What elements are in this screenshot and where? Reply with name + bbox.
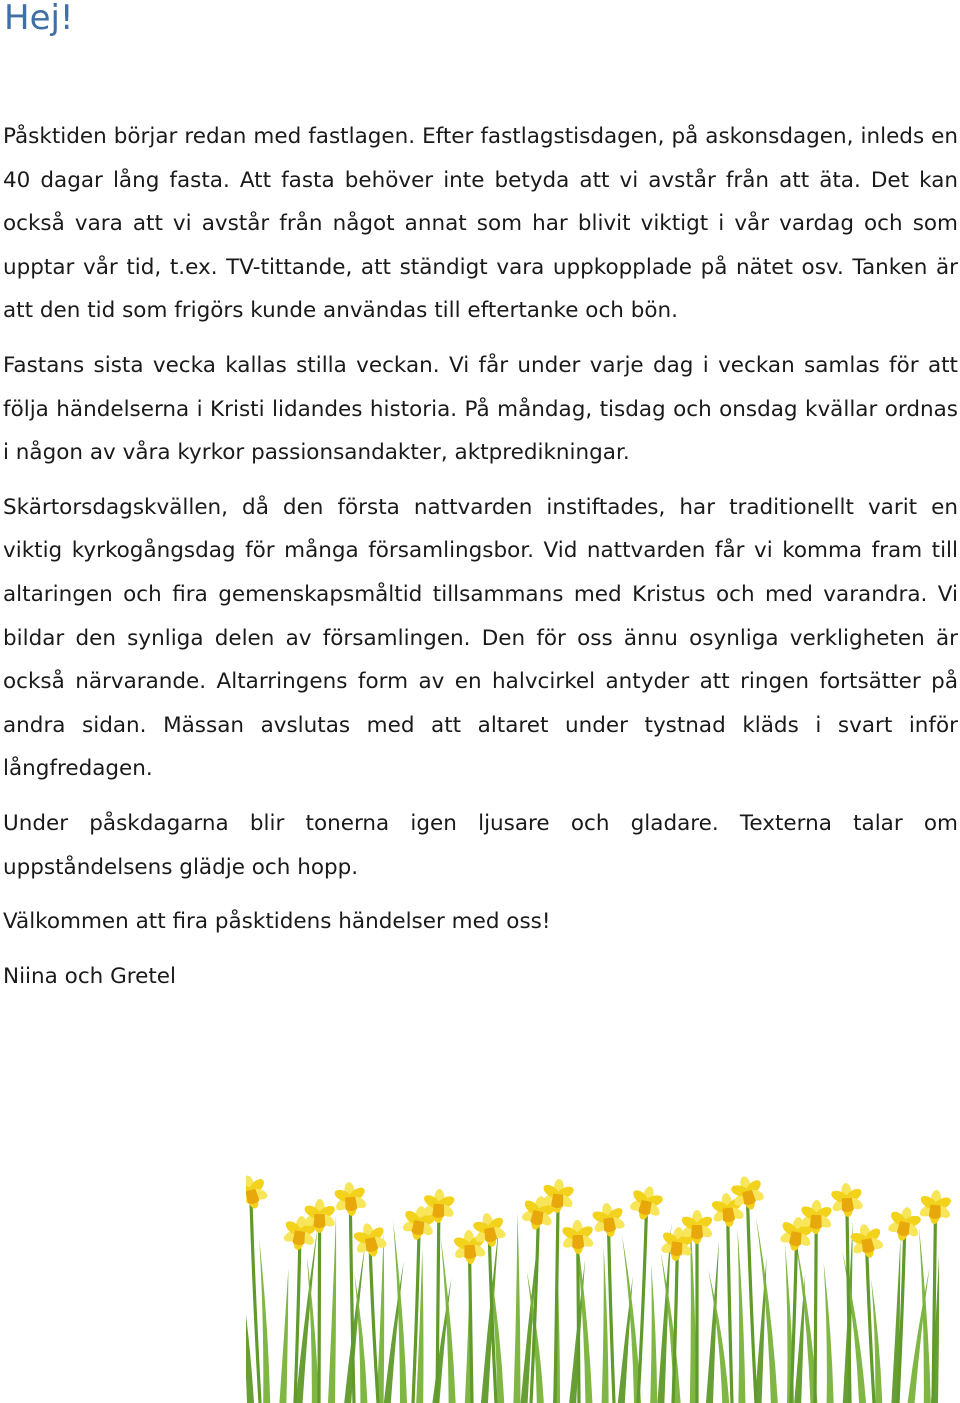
leaf bbox=[354, 1273, 367, 1403]
flower-stem bbox=[748, 1203, 756, 1403]
daffodil-bloom bbox=[828, 1182, 865, 1219]
flower-stem bbox=[728, 1220, 732, 1403]
flower-stem bbox=[251, 1202, 260, 1403]
flower-stem bbox=[638, 1213, 646, 1403]
daffodil-bloom bbox=[331, 1180, 369, 1217]
daffodil-bloom bbox=[350, 1220, 391, 1261]
daffodils-icon bbox=[246, 1170, 960, 1403]
signature: Niina och Gretel bbox=[3, 963, 176, 989]
flower-stem bbox=[867, 1251, 874, 1403]
page-title: Hej! bbox=[4, 0, 74, 38]
flower-stem bbox=[578, 1247, 579, 1403]
paragraph-lent: Påsktiden börjar redan med fastlagen. Efter fastlagstisdagen, på askonsdagen, inleds en 40 dagar lång fasta. Att fasta behöver inte betyda att vi avstår från att äta. Det kan också vara att vi avstår från något annat som har blivit viktigt i vår vardag och som upptar vår tid, t.ex. TV-tittande, att ständigt vara uppkopplade på nätet osv. Tanken är att den tid som frigörs kunde användas till eftertanke och bön. bbox=[3, 124, 958, 324]
leaf bbox=[307, 1256, 319, 1403]
leaf bbox=[259, 1239, 270, 1403]
leaf bbox=[279, 1268, 288, 1403]
paragraph-maundy-thursday: Skärtorsdagskvällen, då den första nattvarden instiftades, har traditionellt varit en viktig kyrkogångsdag för många församlingsbor. Vid nattvarden får vi komma fram till altaringen och fira gemenskapsmåltid tillsammans med Kristus och med varandra. Vi bildar den synliga delen av församlingen. Den för oss ännu osynliga verkligheten är också närvarande. Altarringens form av en halvcirkel antyder att ringen fortsätter på andra sidan. Mässan avslutas med att altaret under tystnad kläds i svart inför långfredagen. bbox=[3, 494, 958, 782]
leaf bbox=[919, 1226, 931, 1403]
paragraph-easter: Under påskdagarna blir tonerna igen ljusare och gladare. Texterna talar om uppståndelsens glädje och hopp. bbox=[3, 810, 958, 880]
leaf bbox=[824, 1262, 834, 1403]
stems-group bbox=[251, 1202, 935, 1403]
leaf bbox=[513, 1213, 520, 1403]
leaf bbox=[650, 1264, 657, 1403]
letter-body bbox=[3, 115, 958, 1009]
leaf bbox=[393, 1220, 407, 1403]
flower-stem bbox=[437, 1216, 439, 1403]
daffodil-bloom bbox=[884, 1204, 924, 1244]
daffodil-bloom bbox=[917, 1189, 954, 1225]
flower-stem bbox=[609, 1230, 614, 1403]
leaf bbox=[602, 1247, 609, 1403]
leaf bbox=[737, 1228, 745, 1403]
leaf bbox=[328, 1215, 336, 1403]
flower-stem bbox=[791, 1244, 796, 1403]
flower-stem bbox=[319, 1226, 320, 1403]
daffodil-bloom bbox=[589, 1201, 628, 1240]
paragraph-welcome: Välkommen att fira påsktidens händelser med oss! bbox=[3, 909, 551, 935]
flower-stem bbox=[370, 1250, 378, 1403]
daffodil-bloom bbox=[626, 1182, 668, 1223]
flower-stem bbox=[815, 1227, 816, 1403]
leaf bbox=[441, 1237, 456, 1403]
daffodil-bloom bbox=[560, 1219, 596, 1254]
paragraph-holy-week: Fastans sista vecka kallas stilla veckan. Vi får under varje dag i veckan samlas för att följa händelserna i Kristi lidandes historia. På måndag, tisdag och onsdag kvällar ordnas i någon av våra kyrkor passionsandakter, aktpredikningar. bbox=[3, 352, 958, 466]
